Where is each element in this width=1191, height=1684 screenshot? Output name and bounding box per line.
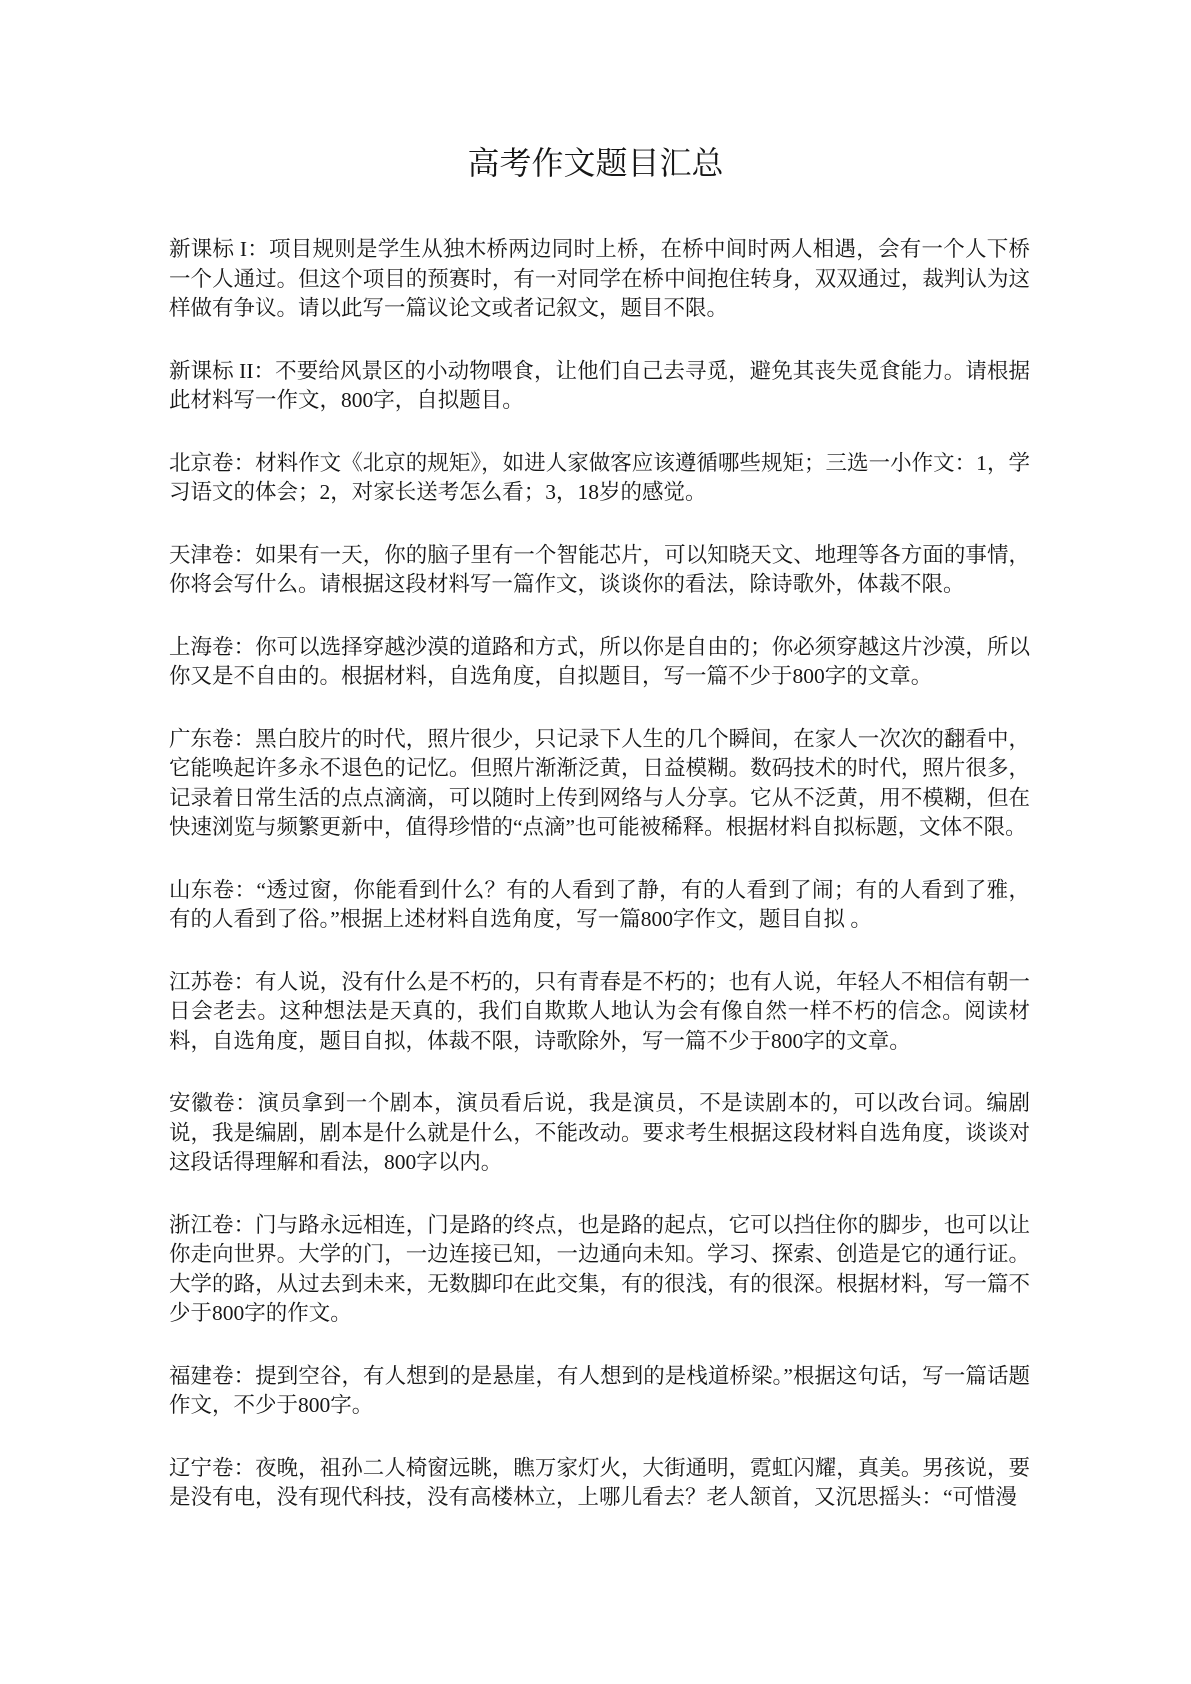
topic-label: 浙江卷： bbox=[169, 1212, 256, 1237]
topic-label: 辽宁卷： bbox=[169, 1455, 256, 1480]
topic-text: “透过窗，你能看到什么？有的人看到了静，有的人看到了闹；有的人看到了雅，有的人看到了俗。”根据上述材料自选角度，写一篇800字作文，题目自拟 。 bbox=[169, 877, 1030, 931]
topic-fujian bbox=[169, 1362, 1030, 1421]
topic-label: 北京卷： bbox=[169, 450, 256, 475]
topic-label: 天津卷： bbox=[169, 542, 256, 567]
topic-liaoning bbox=[169, 1454, 1030, 1513]
topic-label: 福建卷： bbox=[169, 1363, 256, 1388]
topic-new-curriculum-1 bbox=[169, 235, 1030, 324]
topic-anhui bbox=[169, 1089, 1030, 1178]
topic-zhejiang bbox=[169, 1211, 1030, 1329]
topic-label: 广东卷： bbox=[169, 726, 256, 751]
topic-label: 新课标 I： bbox=[169, 237, 270, 261]
topic-shandong bbox=[169, 876, 1030, 935]
topic-text: 夜晚，祖孙二人椅窗远眺，瞧万家灯火，大街通明，霓虹闪耀，真美。男孩说，要是没有电，没有现代科技，没有高楼林立，上哪儿看去？老人颔首，又沉思摇头：“可惜漫 bbox=[169, 1455, 1030, 1509]
topic-label: 江苏卷： bbox=[169, 969, 256, 994]
topic-text: 不要给风景区的小动物喂食，让他们自己去寻觅，避免其丧失觅食能力。请根据此材料写一作文，800字，自拟题目。 bbox=[169, 358, 1030, 412]
topic-beijing bbox=[169, 449, 1030, 508]
topic-text: 演员拿到一个剧本，演员看后说，我是演员，不是读剧本的，可以改台词。编剧说，我是编剧，剧本是什么就是什么，不能改动。要求考生根据这段材料自选角度，谈谈对这段话得理解和看法，800字以内。 bbox=[169, 1091, 1030, 1174]
topic-jiangsu bbox=[169, 968, 1030, 1057]
topic-label: 上海卷： bbox=[169, 634, 256, 659]
topic-label: 新课标 II： bbox=[169, 358, 276, 383]
topic-text: 门与路永远相连，门是路的终点，也是路的起点，它可以挡住你的脚步，也可以让你走向世界。大学的门，一边连接已知，一边通向未知。学习、探索、创造是它的通行证。大学的路，从过去到未来，无数脚印在此交集，有的很浅，有的很深。根据材料，写一篇不少于800字的作文。 bbox=[169, 1212, 1030, 1325]
topic-label: 安徽卷： bbox=[169, 1091, 258, 1115]
topic-text: 如果有一天，你的脑子里有一个智能芯片，可以知晓天文、地理等各方面的事情，你将会写什么。请根据这段材料写一篇作文，谈谈你的看法，除诗歌外，体裁不限。 bbox=[169, 542, 1030, 596]
topic-text: 项目规则是学生从独木桥两边同时上桥，在桥中间时两人相遇，会有一个人下桥一个人通过。但这个项目的预赛时，有一对同学在桥中间抱住转身，双双通过，裁判认为这样做有争议。请以此写一篇议论文或者记叙文，题目不限。 bbox=[169, 237, 1030, 320]
document-body bbox=[169, 235, 1030, 1513]
topic-text: 提到空谷，有人想到的是悬崖，有人想到的是栈道桥梁。”根据这句话，写一篇话题作文，不少于800字。 bbox=[169, 1363, 1030, 1417]
topic-text: 你可以选择穿越沙漠的道路和方式，所以你是自由的；你必须穿越这片沙漠，所以你又是不自由的。根据材料，自选角度，自拟题目，写一篇不少于800字的文章。 bbox=[169, 634, 1030, 688]
topic-shanghai bbox=[169, 633, 1030, 692]
topic-new-curriculum-2 bbox=[169, 357, 1030, 416]
topic-tianjin bbox=[169, 541, 1030, 600]
page-title: 高考作文题目汇总 bbox=[467, 145, 724, 181]
topic-text: 材料作文《北京的规矩》，如进人家做客应该遵循哪些规矩；三选一小作文：1，学习语文的体会；2，对家长送考怎么看；3，18岁的感觉。 bbox=[169, 450, 1030, 504]
topic-text: 有人说，没有什么是不朽的，只有青春是不朽的；也有人说，年轻人不相信有朝一日会老去。这种想法是天真的，我们自欺欺人地认为会有像自然一样不朽的信念。阅读材料，自选角度，题目自拟，体裁不限，诗歌除外，写一篇不少于800字的文章。 bbox=[169, 969, 1030, 1053]
topic-text: 黑白胶片的时代，照片很少，只记录下人生的几个瞬间，在家人一次次的翻看中，它能唤起许多永不退色的记忆。但照片渐渐泛黄，日益模糊。数码技术的时代，照片很多，记录着日常生活的点点滴滴，可以随时上传到网络与人分享。它从不泛黄，用不模糊，但在快速浏览与频繁更新中，值得珍惜的“点滴”也可能被稀释。根据材料自拟标题，文体不限。 bbox=[169, 726, 1030, 839]
topic-guangdong bbox=[169, 725, 1030, 843]
topic-label: 山东卷： bbox=[169, 877, 257, 902]
